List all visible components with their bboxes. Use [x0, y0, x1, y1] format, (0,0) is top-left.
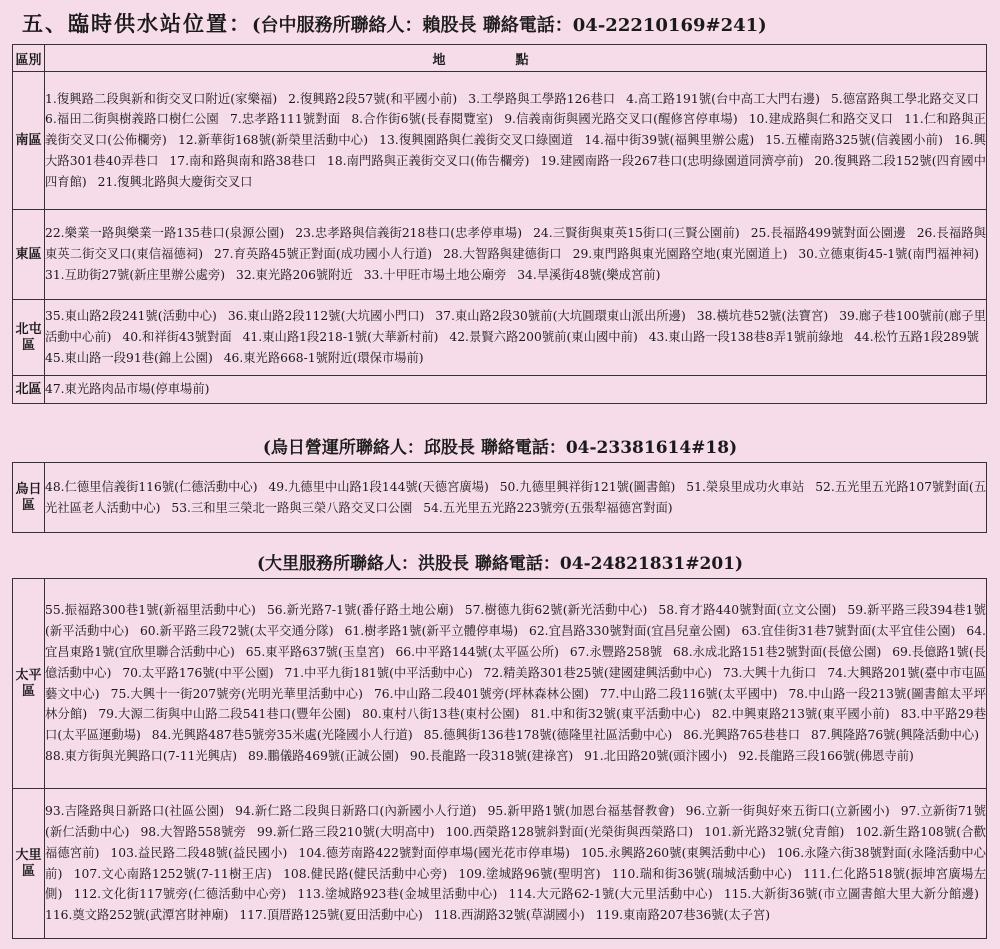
station-item: 30.立德東街45-1號(南門福神祠) [798, 247, 979, 262]
station-item: 16.興大路301巷40弄巷口 [45, 133, 986, 168]
station-item: 67.永豐路258號 [569, 644, 663, 659]
station-item: 109.塗城路96號(聖明宮) [458, 866, 601, 881]
station-item: 47.東光路肉品市場(停車場前) [45, 382, 210, 397]
places-cell [45, 789, 987, 939]
station-item: 11.仁和路與正義街交叉口(公佈欄旁) [45, 112, 986, 148]
station-item: 103.益民路二段48號(益民國小) [110, 845, 288, 860]
station-item: 61.樹孝路1號(新平立體停車場) [344, 624, 519, 639]
table-row [13, 463, 987, 533]
station-item: 46.東光路668-1號附近(環保市場前) [223, 350, 424, 365]
station-item: 88.東方街與光興路口(7-11光興店) [45, 748, 238, 763]
station-item: 85.德興街136巷178號(德隆里社區活動中心) [423, 728, 673, 743]
station-item: 93.吉隆路與日新路口(社區公園) [45, 804, 225, 819]
district-cell: 南區 [13, 72, 45, 210]
taichung-contact: (台中服務所聯絡人：賴股長 聯絡電話：04-22210169#241) [252, 15, 767, 36]
station-item: 21.復興北路與大慶街交叉口 [97, 174, 253, 189]
station-item: 92.長龍路三段166號(佛恩寺前) [738, 748, 914, 763]
station-item: 29.東門路與東光園路空地(東光園道上) [572, 247, 788, 262]
station-item: 13.復興園路與仁義街交叉口綠園道 [379, 133, 574, 148]
station-item: 5.德富路與工學北路交叉口 [830, 91, 979, 106]
station-item: 18.南門路與正義街交叉口(佈告欄旁) [327, 153, 530, 168]
station-item: 24.三賢街與東英15街口(三賢公園前) [533, 226, 740, 241]
station-item: 7.忠孝路111號對面 [229, 112, 341, 127]
station-item: 25.長福路499號對面公園邊 [750, 226, 906, 241]
station-item: 82.中興東路213號(東平國小前) [711, 707, 890, 722]
table-row [13, 376, 987, 404]
station-item: 40.和祥街43號對面 [122, 330, 232, 345]
station-item: 70.太平路176號(中平公園) [122, 665, 274, 680]
station-item: 102.新生路108號(合歡福德宮前) [45, 824, 986, 860]
station-item: 77.中山路二段116號(太平國中) [599, 686, 778, 701]
places-cell [45, 210, 987, 300]
station-item: 96.立新一街與好來五街口(立新國小) [685, 804, 890, 819]
station-item: 100.西榮路128號斜對面(光榮街與西榮路口) [445, 824, 694, 839]
station-item: 41.東山路1段218-1號(大華新村前) [242, 330, 439, 345]
wuri-stations-table [12, 462, 987, 533]
station-item: 42.景賢六路200號前(東山國中前) [449, 330, 638, 345]
station-item: 90.長龍路一段318號(建祿宮) [409, 748, 574, 763]
dali-contact: (大里服務所聯絡人：洪股長 聯絡電話：04-24821831#201) [256, 554, 744, 574]
places-cell [45, 463, 987, 533]
table-row [13, 300, 987, 376]
station-item: 56.新光路7-1號(番仔路土地公廟) [266, 603, 454, 618]
section-heading [22, 8, 992, 38]
station-item: 55.振福路300巷1號(新福里活動中心) [45, 603, 256, 618]
station-item: 63.宜佳街31巷7號對面(太平宜佳公園) [741, 624, 956, 639]
station-item: 59.新平路三段394巷1號(新平活動中心) [45, 603, 986, 639]
station-item: 4.高工路191號(台中高工大門右邊) [626, 91, 820, 106]
station-item: 94.新仁路二段與日新路口(內新國小人行道) [235, 804, 477, 819]
station-item: 1.復興路二段與新和街交叉口附近(家樂福) [45, 91, 278, 106]
station-item: 91.北田路20號(頭汴國小) [584, 748, 728, 763]
station-item: 78.中山路一段213號(圖書館太平坪林分館) [45, 686, 986, 722]
station-item: 23.忠孝路與信義街218巷口(忠孝停車場) [295, 226, 523, 241]
header-place: 地點 [45, 45, 987, 72]
station-item: 75.大興十一街207號旁(光明光華里活動中心) [110, 686, 363, 701]
station-item: 15.五權南路325號(信義國小前) [765, 133, 943, 148]
station-item: 111.仁化路518號(振坤宮廣場左側) [45, 866, 986, 902]
station-item: 107.文心南路1252號(7-11樹王店) [73, 866, 272, 881]
table-row [13, 210, 987, 300]
station-item: 87.興隆路76號(興隆活動中心) [811, 728, 979, 743]
table-row [13, 789, 987, 939]
station-item: 113.塗城路923巷(金城里活動中心) [297, 887, 498, 902]
station-item: 52.五光里五光路107號對面(五光社區老人活動中心) [45, 479, 987, 515]
station-item: 49.九德里中山路1段144號(天德宮廣場) [268, 479, 489, 494]
station-item: 9.信義南街與國光路交叉口(醒修宮停車場) [504, 112, 738, 127]
station-item: 105.永興路260號(東興活動中心) [580, 845, 766, 860]
station-item: 118.西湖路32號(草湖國小) [433, 908, 585, 923]
wuri-contact: (烏日營運所聯絡人：邱股長 聯絡電話：04-23381614#18) [262, 438, 738, 458]
district-cell: 北區 [13, 376, 45, 404]
station-item: 32.東光路206號附近 [236, 267, 353, 282]
station-item: 58.育才路440號對面(立文公園) [658, 603, 837, 618]
district-cell: 太平區 [13, 579, 45, 789]
station-item: 34.旱溪街48號(樂成宮前) [517, 267, 661, 282]
district-cell: 東區 [13, 210, 45, 300]
section-title: 五、臨時供水站位置： [22, 11, 252, 36]
station-item: 101.新光路32號(兌青館) [704, 824, 845, 839]
station-item: 6.福田二街與樹義路口樹仁公園 [45, 112, 219, 127]
station-item: 27.育英路45號正對面(成功國小人行道) [214, 247, 433, 262]
station-item: 114.大元路62-1號(大元里活動中心) [508, 887, 713, 902]
station-item: 64.宜昌東路1號(宜欣里聯合活動中心) [45, 624, 986, 659]
places-cell [45, 579, 987, 789]
station-item: 38.橫坑巷52號(法寶宮) [696, 309, 829, 324]
station-item: 89.鵬儀路469號(正誠公園) [247, 748, 399, 763]
station-item: 81.中和街32號(東平活動中心) [530, 707, 701, 722]
station-item: 35.東山路2段241號(活動中心) [45, 309, 217, 324]
station-item: 68.永成北路151巷2號對面(長億公園) [673, 644, 882, 659]
station-item: 19.建國南路一段267巷口(忠明綠園道同濟亭前) [540, 153, 804, 168]
station-item: 20.復興路二段152號(四育國中四育館) [45, 153, 986, 189]
station-item: 60.新平路三段72號(太平交通分隊) [139, 624, 334, 639]
station-item: 36.東山路2段112號(大坑國小門口) [227, 309, 425, 324]
places-cell [45, 376, 987, 404]
station-item: 39.廊子巷100號前(廊子里活動中心前) [45, 309, 986, 345]
station-item: 106.永隆六街38號對面(永隆活動中心前) [45, 845, 986, 881]
station-item: 28.大智路與建德街口 [443, 247, 562, 262]
station-item: 108.健民路(健民活動中心旁) [283, 866, 448, 881]
district-cell: 北屯區 [13, 300, 45, 376]
places-cell [45, 72, 987, 210]
station-item: 45.東山路一段91巷(錦上公園) [45, 350, 213, 365]
station-item: 104.德芳南路422號對面停車場(國光花市停車場) [298, 845, 570, 860]
station-item: 80.東村八街13巷(東村公園) [362, 707, 520, 722]
station-item: 33.十甲旺市場土地公廟旁 [363, 267, 507, 282]
station-item: 72.精美路301巷25號(建國建興活動中心) [483, 665, 712, 680]
station-item: 71.中平九街181號(中平活動中心) [284, 665, 473, 680]
station-item: 26.長福路與東英二街交叉口(東信福德祠) [45, 226, 986, 262]
station-item: 115.大新街36號(市立圖書館大里大新分館邊) [723, 887, 979, 902]
places-cell [45, 300, 987, 376]
station-item: 17.南和路與南和路38巷口 [169, 153, 317, 168]
station-item: 50.九德里興祥街121號(圖書館) [499, 479, 676, 494]
station-item: 117.頂厝路125號(夏田活動中心) [239, 908, 423, 923]
station-item: 112.文化街117號旁(仁德活動中心旁) [73, 887, 287, 902]
station-item: 22.樂業一路與樂業一路135巷口(泉源公園) [45, 226, 285, 241]
district-cell: 大里區 [13, 789, 45, 939]
station-item: 116.奠文路252號(武潭宮財神廟) [45, 908, 229, 923]
station-item: 44.松竹五路1段289號 [854, 330, 979, 345]
station-item: 31.互助街27號(新庄里辦公處旁) [45, 267, 226, 282]
station-item: 54.五光里五光路223號旁(五張犁福德宮對面) [423, 500, 673, 515]
table-row [13, 72, 987, 210]
table-row [13, 579, 987, 789]
station-item: 57.樹德九街62號(新光活動中心) [464, 603, 648, 618]
station-item: 8.合作街6號(長春閱覽室) [351, 112, 494, 127]
station-item: 2.復興路2段57號(和平國小前) [288, 91, 458, 106]
station-item: 74.大興路201號(臺中市屯區藝文中心) [45, 665, 987, 701]
station-item: 76.中山路二段401號旁(坪林森林公園) [373, 686, 589, 701]
station-item: 10.建成路與仁和路交叉口 [748, 112, 894, 127]
station-item: 43.東山路一段138巷8弄1號前綠地 [648, 330, 844, 345]
station-item: 79.大源二街與中山路二段541巷口(豐年公園) [98, 707, 351, 722]
station-item: 14.福中街39號(福興里辦公處) [584, 133, 755, 148]
station-item: 119.東南路207巷36號(太子宮) [595, 908, 771, 923]
station-item: 66.中平路144號(太平區公所) [395, 644, 559, 659]
station-item: 95.新甲路1號(加恩台福基督教會) [487, 804, 675, 819]
station-item: 12.新華街168號(新榮里活動中心) [177, 133, 369, 148]
table-header-row [13, 45, 987, 72]
station-item: 73.大興十九街口 [722, 665, 817, 680]
station-item: 110.瑞和街36號(瑞城活動中心) [611, 866, 792, 881]
station-item: 3.工學路與工學路126巷口 [468, 91, 616, 106]
station-item: 62.宜昌路330號對面(宜昌兒童公園) [529, 624, 731, 639]
station-item: 48.仁德里信義街116號(仁德活動中心) [45, 479, 258, 494]
station-item: 53.三和里三榮北一路與三榮八路交叉口公園 [171, 500, 413, 515]
dali-stations-table [12, 578, 987, 939]
station-item: 86.光興路765巷巷口 [683, 728, 801, 743]
taichung-stations-table [12, 44, 987, 404]
station-item: 99.新仁路三段210號(大明高中) [257, 824, 435, 839]
district-cell: 烏日區 [13, 463, 45, 533]
station-item: 37.東山路2段30號前(大坑圓環東山派出所邊) [435, 309, 686, 324]
station-item: 84.光興路487巷5號旁35米處(光隆國小人行道) [151, 728, 413, 743]
header-district: 區別 [13, 45, 45, 72]
station-item: 51.榮泉里成功火車站 [686, 479, 805, 494]
station-item: 97.立新街71號(新仁活動中心) [45, 804, 986, 839]
station-item: 98.大智路558號旁 [140, 824, 246, 839]
station-item: 83.中平路29巷口(太平區運動場) [45, 707, 987, 743]
station-item: 65.東平路637號(玉皇宮) [245, 644, 385, 659]
station-item: 69.長億路1號(長億活動中心) [45, 644, 986, 680]
